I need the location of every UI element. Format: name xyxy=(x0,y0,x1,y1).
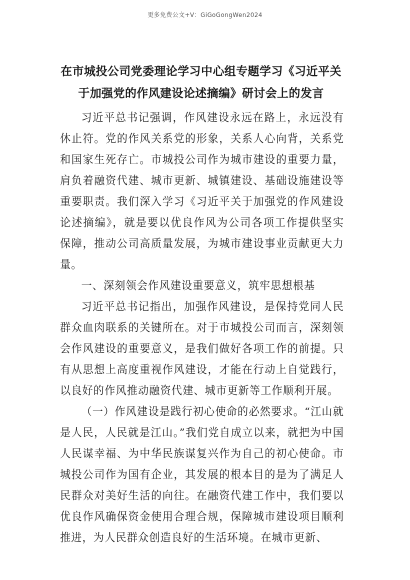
section-heading-1: 一、深刻领会作风建设重要意义，筑牢思想根基 xyxy=(81,280,316,292)
document-title: 在市城投公司党委理论学习中心组专题学习《习近平关于加强党的作风建设论述摘编》研讨会上的发言 xyxy=(60,64,342,100)
header-note: 更多免费公文+V：GiGoGongWen2024 xyxy=(147,12,263,19)
paragraph-intro: 习近平总书记强调，作风建设永远在路上，永远没有休止符。党的作风关系党的形象，关系人心向背，关系党和国家生死存亡。市城投公司作为城市建设的重要力量，肩负着融资代建、城市更新、城镇建设、基础设施建设等重要职责。我们深入学习《习近平关于加强党的作风建设论述摘编》，就是要以优良作风为公司各项工作提供坚实保障，推动公司高质量发展，为城市建设事业贡献更大力量。 xyxy=(60,112,344,271)
paragraph-subsection-1: （一）作风建设是践行初心使命的必然要求。“江山就是人民，人民就是江山。”我们党自成立以来，就把为中国人民谋幸福、为中华民族谋复兴作为自己的初心使命。市城投公司作为国有企业，其发展的根本目的是为了满足人民群众对美好生活的向往。在融资代建工作中，我们要以优良作风确保资金使用合理合规，保障城市建设项目顺利推进，为人民群众创造良好的生活环境。在城市更新、 xyxy=(60,406,344,544)
paragraph-section-1: 习近平总书记指出，加强作风建设，是保持党同人民群众血肉联系的关键所在。对于市城投公司而言，深刻领会作风建设的重要意义，是我们做好各项工作的前提。只有从思想上高度重视作风建设，才能在行动上自觉践行，以良好的作风推动融资代建、城市更新等工作顺利开展。 xyxy=(60,301,344,397)
document-body xyxy=(60,108,344,549)
